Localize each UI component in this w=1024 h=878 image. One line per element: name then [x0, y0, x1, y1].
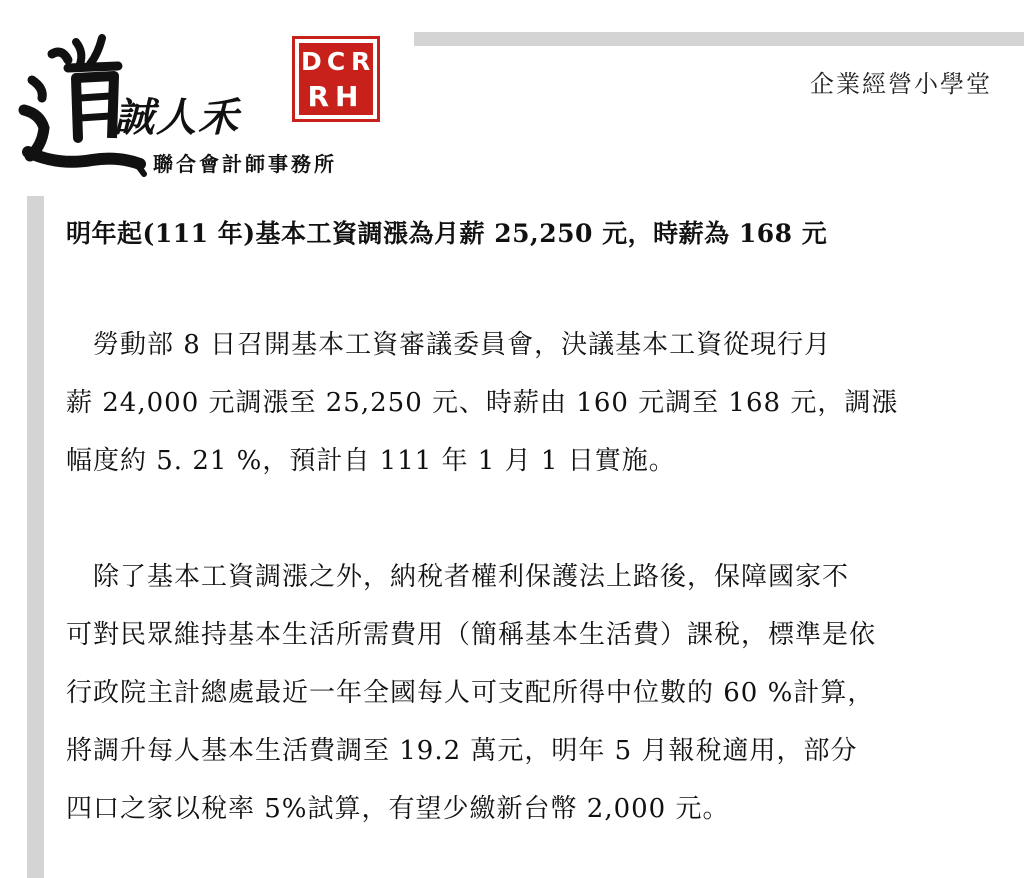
badge-letter: C — [326, 46, 346, 76]
dcrh-badge — [292, 36, 380, 122]
firm-logo — [18, 34, 398, 184]
paragraph-line: 除了基本工資調漲之外，納稅者權利保護法上路後，保障國家不 — [66, 562, 850, 592]
paragraph-line: 四口之家以稅率 5%試算，有望少繳新台幣 2,000 元。 — [66, 794, 730, 824]
badge-letter: R — [351, 46, 371, 76]
paragraph-line: 勞動部 8 日召開基本工資審議委員會，決議基本工資從現行月 — [66, 330, 832, 360]
paragraph-line: 幅度約 5. 21 %，預計自 111 年 1 月 1 日實施。 — [66, 446, 676, 476]
sidebar-accent-bar — [27, 196, 44, 878]
paragraph-line: 可對民眾維持基本生活所需費用（簡稱基本生活費）課稅，標準是依 — [66, 620, 877, 650]
badge-letters-bottom: RH — [307, 80, 365, 113]
article-paragraph-2 — [66, 548, 990, 838]
page-label: 企業經營小學堂 — [810, 70, 992, 98]
badge-letter: D — [300, 46, 322, 76]
paragraph-line: 行政院主計總處最近一年全國每人可支配所得中位數的 60 %計算， — [66, 678, 875, 708]
article-title: 明年起(111 年)基本工資調漲為月薪 25,250 元，時薪為 168 元 — [66, 219, 828, 248]
paragraph-line: 薪 24,000 元調漲至 25,250 元、時薪由 160 元調至 168 元，調漲 — [66, 388, 899, 418]
logo-script-text: 誠人禾 — [114, 94, 240, 141]
header-accent-bar — [414, 32, 1024, 46]
logo-firm-name: 聯合會計師事務所 — [153, 152, 337, 176]
article-paragraph-1 — [66, 316, 990, 490]
paragraph-line: 將調升每人基本生活費調至 19.2 萬元，明年 5 月報稅適用，部分 — [66, 736, 858, 766]
